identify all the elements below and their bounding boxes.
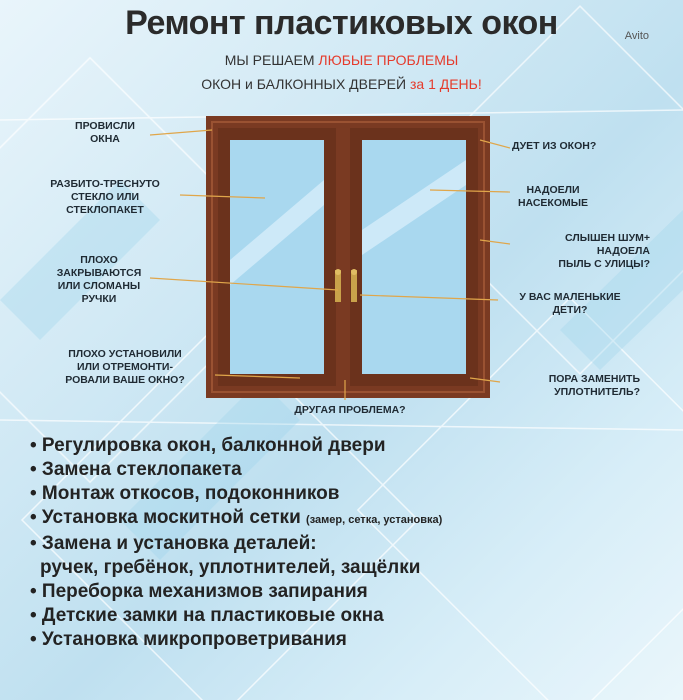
label-bad-handles: ПЛОХО ЗАКРЫВАЮТСЯ ИЛИ СЛОМАНЫ РУЧКИ xyxy=(56,254,142,305)
list-item: • Монтаж откосов, подоконников xyxy=(30,483,340,504)
window-illustration xyxy=(206,116,490,398)
list-item: • Регулировка окон, балконной двери xyxy=(30,435,386,456)
list-item: • Установка микропроветривания xyxy=(30,629,347,650)
list-item: • Замена и установка деталей: xyxy=(30,533,317,554)
watermark-text: Avito xyxy=(624,30,649,42)
label-bad-installation: ПЛОХО УСТАНОВИЛИ ИЛИ ОТРЕМОНТИ- РОВАЛИ ВАШЕ ОКНО? xyxy=(65,348,185,386)
services-list xyxy=(30,434,442,652)
label-sagging-windows: ПРОВИСЛИ ОКНА xyxy=(75,120,135,145)
label-other-problem: ДРУГАЯ ПРОБЛЕМА? xyxy=(294,404,406,416)
label-noise-dust: СЛЫШЕН ШУМ+ НАДОЕЛА ПЫЛЬ С УЛИЦЫ? xyxy=(558,232,650,270)
subtitle-line-2: ОКОН и БАЛКОННЫХ ДВЕРЕЙ за 1 ДЕНЬ! xyxy=(201,76,482,92)
subtitle-line-1: МЫ РЕШАЕМ ЛЮБЫЕ ПРОБЛЕМЫ xyxy=(224,52,459,68)
page-title: Ремонт пластиковых окон xyxy=(125,4,558,42)
list-item: • Детские замки на пластиковые окна xyxy=(30,605,384,626)
label-replace-seals: ПОРА ЗАМЕНИТЬ УПЛОТНИТЕЛЬ? xyxy=(548,373,640,398)
list-item: • Установка москитной сетки (замер, сетка, установка) xyxy=(30,507,443,528)
label-broken-glass: РАЗБИТО-ТРЕСНУТО СТЕКЛО ИЛИ СТЕКЛОПАКЕТ xyxy=(50,178,160,216)
label-insects: НАДОЕЛИ НАСЕКОМЫЕ xyxy=(517,184,589,209)
list-item: • Замена стеклопакета xyxy=(30,459,242,480)
list-item: • Переборка механизмов запирания xyxy=(30,581,368,602)
list-item: ручек, гребёнок, уплотнителей, защёлки xyxy=(40,557,421,578)
label-draft: ДУЕТ ИЗ ОКОН? xyxy=(512,140,597,152)
label-small-children: У ВАС МАЛЕНЬКИЕ ДЕТИ? xyxy=(519,291,621,316)
